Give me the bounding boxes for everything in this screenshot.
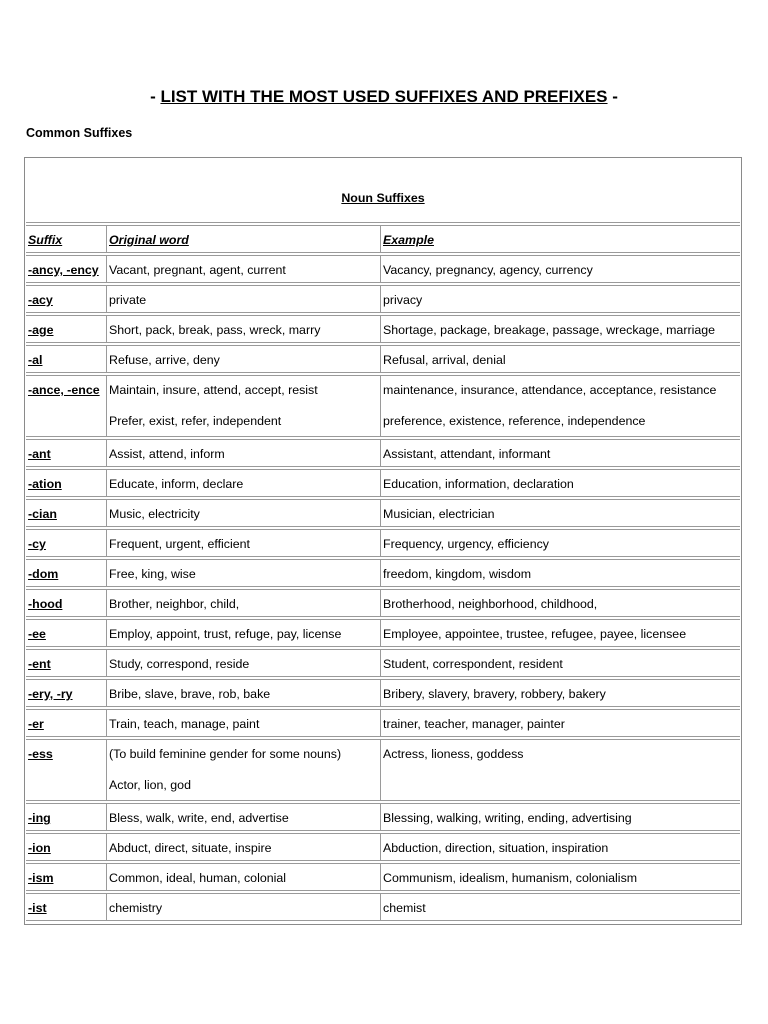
- cell-example-text: Assistant, attendant, informant: [383, 447, 551, 461]
- table-row: [26, 679, 740, 707]
- cell-original-text: Brother, neighbor, child,: [109, 597, 240, 611]
- cell-suffix: [26, 375, 106, 437]
- suffix-text: -ancy, -ency: [28, 263, 99, 277]
- suffix-text: -ing: [28, 811, 51, 825]
- cell-original: [106, 469, 380, 497]
- table-caption: [26, 161, 740, 223]
- cell-example: [380, 893, 740, 921]
- cell-example: [380, 375, 740, 437]
- cell-example-text: Shortage, package, breakage, passage, wreckage, marriage: [383, 323, 715, 337]
- cell-original: [106, 649, 380, 677]
- cell-example: [380, 649, 740, 677]
- cell-suffix: [26, 499, 106, 527]
- cell-original: [106, 285, 380, 313]
- cell-example-text: privacy: [383, 293, 423, 307]
- suffix-text: -hood: [28, 597, 63, 611]
- cell-original-text: Common, ideal, human, colonial: [109, 871, 287, 885]
- title-main: LIST WITH THE MOST USED SUFFIXES AND PREFIXES: [160, 87, 608, 106]
- cell-example: [380, 345, 740, 373]
- cell-example: [380, 315, 740, 343]
- cell-suffix: [26, 469, 106, 497]
- cell-example: [380, 285, 740, 313]
- table-row: [26, 529, 740, 557]
- cell-original-text: Refuse, arrive, deny: [109, 353, 220, 367]
- cell-example-text: freedom, kingdom, wisdom: [383, 567, 532, 581]
- noun-suffix-table: [26, 159, 740, 923]
- cell-example-text: Education, information, declaration: [383, 477, 574, 491]
- table-row: [26, 863, 740, 891]
- suffix-text: -dom: [28, 567, 59, 581]
- cell-original-text: Free, king, wise: [109, 567, 196, 581]
- cell-example-text: maintenance, insurance, attendance, acceptance, resistance: [383, 383, 717, 397]
- cell-original-text-line2: Prefer, exist, refer, independent: [109, 414, 282, 428]
- table-row: [26, 315, 740, 343]
- cell-example: [380, 559, 740, 587]
- cell-example: [380, 439, 740, 467]
- cell-original-text: Music, electricity: [109, 507, 200, 521]
- cell-example: [380, 803, 740, 831]
- cell-suffix: [26, 589, 106, 617]
- table-row: [26, 589, 740, 617]
- suffix-text: -ism: [28, 871, 54, 885]
- cell-original-text: Train, teach, manage, paint: [109, 717, 260, 731]
- cell-example-text: Actress, lioness, goddess: [383, 747, 524, 761]
- cell-example: [380, 863, 740, 891]
- cell-original-text: private: [109, 293, 147, 307]
- cell-original: [106, 803, 380, 831]
- page-title: [0, 87, 768, 107]
- table-row: [26, 285, 740, 313]
- suffix-text: -ee: [28, 627, 46, 641]
- cell-example: [380, 255, 740, 283]
- suffix-text: -er: [28, 717, 44, 731]
- header-original-text: Original word: [109, 233, 189, 247]
- cell-original: [106, 375, 380, 437]
- suffix-text: -ion: [28, 841, 51, 855]
- cell-suffix: [26, 529, 106, 557]
- cell-suffix: [26, 679, 106, 707]
- cell-original-text: chemistry: [109, 901, 163, 915]
- cell-original-text-line2: Actor, lion, god: [109, 778, 191, 792]
- header-original: [106, 225, 380, 253]
- header-example-text: Example: [383, 233, 434, 247]
- cell-original: [106, 833, 380, 861]
- cell-original: [106, 559, 380, 587]
- noun-suffix-table-frame: [24, 157, 742, 925]
- cell-original: [106, 893, 380, 921]
- cell-original-text: Assist, attend, inform: [109, 447, 225, 461]
- cell-example-text: Communism, idealism, humanism, colonialism: [383, 871, 638, 885]
- cell-example: [380, 739, 740, 801]
- cell-suffix: [26, 863, 106, 891]
- cell-original: [106, 255, 380, 283]
- cell-original: [106, 499, 380, 527]
- cell-original-text: Frequent, urgent, efficient: [109, 537, 250, 551]
- cell-original-text: Vacant, pregnant, agent, current: [109, 263, 286, 277]
- cell-suffix: [26, 739, 106, 801]
- cell-original-text: Employ, appoint, trust, refuge, pay, license: [109, 627, 342, 641]
- table-caption-text: Noun Suffixes: [341, 191, 425, 205]
- cell-example-text: Bribery, slavery, bravery, robbery, bakery: [383, 687, 606, 701]
- cell-original: [106, 619, 380, 647]
- cell-example-text: Refusal, arrival, denial: [383, 353, 506, 367]
- table-row: [26, 559, 740, 587]
- table-row: [26, 375, 740, 437]
- cell-example: [380, 679, 740, 707]
- cell-example-text-line2: preference, existence, reference, independence: [383, 414, 646, 428]
- suffix-text: -ery, -ry: [28, 687, 73, 701]
- table-header-row: [26, 225, 740, 253]
- table-row: [26, 439, 740, 467]
- title-prefix: -: [150, 87, 161, 106]
- header-example: [380, 225, 740, 253]
- cell-example: [380, 833, 740, 861]
- cell-original-text: Bless, walk, write, end, advertise: [109, 811, 289, 825]
- cell-original: [106, 739, 380, 801]
- cell-original: [106, 529, 380, 557]
- cell-example-text: Abduction, direction, situation, inspiration: [383, 841, 609, 855]
- table-row: [26, 709, 740, 737]
- table-caption-row: [26, 161, 740, 223]
- cell-original-text: Educate, inform, declare: [109, 477, 244, 491]
- suffix-text: -cy: [28, 537, 46, 551]
- cell-example: [380, 529, 740, 557]
- cell-original: [106, 679, 380, 707]
- suffix-text: -ent: [28, 657, 51, 671]
- cell-example: [380, 709, 740, 737]
- cell-example-text: Frequency, urgency, efficiency: [383, 537, 549, 551]
- table-row: [26, 833, 740, 861]
- cell-suffix: [26, 285, 106, 313]
- cell-suffix: [26, 255, 106, 283]
- cell-example-text: Vacancy, pregnancy, agency, currency: [383, 263, 593, 277]
- section-heading: Common Suffixes: [26, 126, 133, 140]
- table-row: [26, 499, 740, 527]
- table-row: [26, 803, 740, 831]
- cell-suffix: [26, 559, 106, 587]
- cell-example-text: trainer, teacher, manager, painter: [383, 717, 565, 731]
- cell-example: [380, 469, 740, 497]
- table-row: [26, 469, 740, 497]
- cell-original-text: Short, pack, break, pass, wreck, marry: [109, 323, 321, 337]
- cell-suffix: [26, 315, 106, 343]
- cell-example-text: Brotherhood, neighborhood, childhood,: [383, 597, 598, 611]
- cell-original: [106, 439, 380, 467]
- cell-example-text: Employee, appointee, trustee, refugee, payee, licensee: [383, 627, 687, 641]
- cell-original: [106, 315, 380, 343]
- cell-original: [106, 863, 380, 891]
- cell-original-text: Bribe, slave, brave, rob, bake: [109, 687, 271, 701]
- cell-original-text: (To build feminine gender for some nouns): [109, 747, 342, 761]
- cell-example-text: chemist: [383, 901, 426, 915]
- table-row: [26, 649, 740, 677]
- cell-suffix: [26, 619, 106, 647]
- cell-example-text: Musician, electrician: [383, 507, 495, 521]
- suffix-text: -ance, -ence: [28, 383, 100, 397]
- cell-suffix: [26, 803, 106, 831]
- cell-suffix: [26, 439, 106, 467]
- cell-example: [380, 589, 740, 617]
- suffix-text: -cian: [28, 507, 57, 521]
- table-row: [26, 619, 740, 647]
- table-row: [26, 893, 740, 921]
- cell-original: [106, 589, 380, 617]
- cell-original-text: Abduct, direct, situate, inspire: [109, 841, 272, 855]
- table-row: [26, 739, 740, 801]
- suffix-text: -acy: [28, 293, 53, 307]
- cell-suffix: [26, 709, 106, 737]
- cell-original-text: Study, correspond, reside: [109, 657, 250, 671]
- cell-original: [106, 709, 380, 737]
- cell-example: [380, 619, 740, 647]
- suffix-text: -ant: [28, 447, 51, 461]
- title-suffix: -: [607, 87, 618, 106]
- suffix-text: -ation: [28, 477, 62, 491]
- cell-example-text: Blessing, walking, writing, ending, advertising: [383, 811, 632, 825]
- cell-suffix: [26, 649, 106, 677]
- table-row: [26, 345, 740, 373]
- cell-example-text: Student, correspondent, resident: [383, 657, 563, 671]
- table-row: [26, 255, 740, 283]
- suffix-text: -ist: [28, 901, 47, 915]
- cell-original: [106, 345, 380, 373]
- cell-example: [380, 499, 740, 527]
- cell-suffix: [26, 345, 106, 373]
- cell-suffix: [26, 833, 106, 861]
- cell-suffix: [26, 893, 106, 921]
- suffix-text: -age: [28, 323, 54, 337]
- header-suffix: [26, 225, 106, 253]
- header-suffix-text: Suffix: [28, 233, 63, 247]
- suffix-text: -ess: [28, 747, 53, 761]
- suffix-text: -al: [28, 353, 43, 367]
- cell-original-text: Maintain, insure, attend, accept, resist: [109, 383, 318, 397]
